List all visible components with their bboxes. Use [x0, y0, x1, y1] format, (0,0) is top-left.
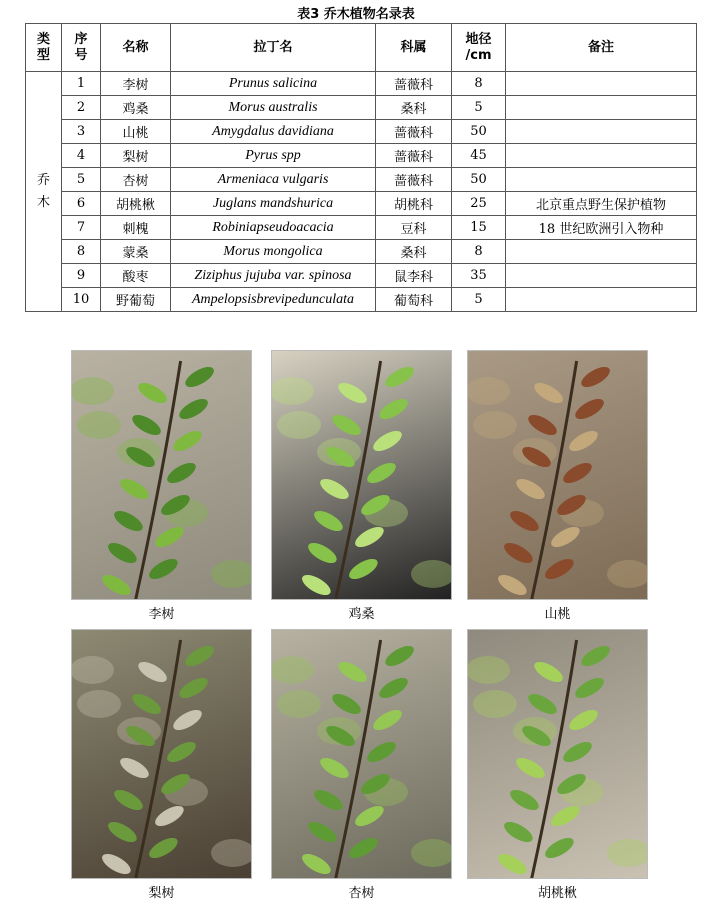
cell-note [506, 72, 697, 96]
photo-card [271, 350, 452, 620]
photo-card [467, 350, 648, 620]
leaf-shape [542, 834, 577, 862]
header-name: 名称 [101, 24, 171, 72]
leaf-shape [531, 379, 566, 407]
walnut-photo [467, 629, 648, 879]
pear-tree-photo [71, 629, 252, 879]
cell-note [506, 96, 697, 120]
cell-note: 北京重点野生保护植物 [506, 192, 697, 216]
leaf-shape [317, 475, 352, 503]
leaf-shape [382, 363, 417, 391]
leaf-shape [376, 674, 411, 702]
stone-shape [211, 839, 252, 867]
table-row [26, 120, 697, 144]
leaf-shape [346, 555, 381, 583]
photo-card [467, 629, 648, 899]
leaf-shape [578, 363, 613, 391]
cell-latin: Juglans mandshurica [171, 192, 376, 216]
leaf-shape [352, 802, 387, 830]
leaf-shape [176, 674, 211, 702]
mulberry-photo [271, 350, 452, 600]
table-row [26, 144, 697, 168]
leaf-shape [99, 850, 134, 878]
stone-shape [272, 377, 314, 405]
leaf-shape [525, 411, 560, 439]
photo-caption: 山桃 [544, 607, 571, 622]
type-cell: 乔 木 [26, 72, 62, 312]
leaf-shape [370, 706, 405, 734]
header-type: 类 型 [26, 24, 62, 72]
stone-shape [411, 839, 452, 867]
leaf-shape [501, 818, 536, 846]
leaf-shape [364, 459, 399, 487]
cell-family: 葡萄科 [376, 288, 452, 312]
leaf-shape [299, 571, 334, 599]
cell-family: 蔷薇科 [376, 120, 452, 144]
stone-shape [277, 411, 321, 439]
cell-name: 野葡萄 [101, 288, 171, 312]
leaf-shape [117, 475, 152, 503]
table-row [26, 240, 697, 264]
foliage-illustration [468, 351, 648, 600]
leaf-shape [513, 475, 548, 503]
foliage-illustration [272, 351, 452, 600]
leaf-shape [548, 802, 583, 830]
stone-shape [468, 656, 510, 684]
leaf-shape [305, 539, 340, 567]
leaf-shape [105, 818, 140, 846]
leaf-shape [182, 363, 217, 391]
cell-note [506, 264, 697, 288]
leaf-shape [164, 459, 199, 487]
cell-seq: 3 [62, 120, 101, 144]
cell-seq: 2 [62, 96, 101, 120]
cell-seq: 4 [62, 144, 101, 168]
leaf-shape [572, 674, 607, 702]
cell-note: 18 世纪欧洲引入物种 [506, 216, 697, 240]
cell-seq: 9 [62, 264, 101, 288]
leaf-shape [111, 507, 146, 535]
leaf-shape [317, 754, 352, 782]
stone-shape [411, 560, 452, 588]
photo-caption: 杏树 [348, 886, 375, 901]
cell-latin: Prunus salicina [171, 72, 376, 96]
cell-latin: Morus australis [171, 96, 376, 120]
photo-caption: 梨树 [148, 886, 175, 901]
stone-shape [72, 656, 114, 684]
header-seq: 序 号 [62, 24, 101, 72]
leaf-shape [495, 571, 530, 599]
photo-caption: 鸡桑 [348, 607, 375, 622]
leaf-shape [117, 754, 152, 782]
cell-seq: 10 [62, 288, 101, 312]
table-row [26, 72, 697, 96]
cell-name: 山桃 [101, 120, 171, 144]
cell-latin: Amygdalus davidiana [171, 120, 376, 144]
leaf-shape [176, 395, 211, 423]
header-note: 备注 [506, 24, 697, 72]
cell-note [506, 120, 697, 144]
stone-shape [72, 377, 114, 405]
stone-shape [77, 411, 121, 439]
cell-diameter: 35 [452, 264, 506, 288]
cell-diameter: 50 [452, 168, 506, 192]
table-row [26, 216, 697, 240]
header-diameter: 地径 /cm [452, 24, 506, 72]
table-header-row [26, 24, 697, 72]
leaf-shape [542, 555, 577, 583]
header-latin: 拉丁名 [171, 24, 376, 72]
wild-peach-photo [467, 350, 648, 600]
leaf-shape [364, 738, 399, 766]
foliage-illustration [72, 351, 252, 600]
leaf-shape [146, 834, 181, 862]
stone-shape [607, 839, 648, 867]
cell-name: 鸡桑 [101, 96, 171, 120]
table-row [26, 96, 697, 120]
cell-family: 蔷薇科 [376, 72, 452, 96]
cell-seq: 6 [62, 192, 101, 216]
leaf-shape [170, 706, 205, 734]
leaf-shape [311, 786, 346, 814]
leaf-shape [170, 427, 205, 455]
leaf-shape [566, 427, 601, 455]
cell-family: 桑科 [376, 240, 452, 264]
cell-name: 胡桃楸 [101, 192, 171, 216]
leaf-shape [182, 642, 217, 670]
cell-note [506, 144, 697, 168]
leaf-shape [578, 642, 613, 670]
cell-note [506, 240, 697, 264]
cell-diameter: 8 [452, 72, 506, 96]
leaf-shape [346, 834, 381, 862]
cell-family: 蔷薇科 [376, 168, 452, 192]
cell-note [506, 288, 697, 312]
cell-diameter: 8 [452, 240, 506, 264]
stone-shape [473, 411, 517, 439]
leaf-shape [329, 411, 364, 439]
cell-diameter: 45 [452, 144, 506, 168]
leaf-shape [299, 850, 334, 878]
cell-latin: Morus mongolica [171, 240, 376, 264]
leaf-shape [513, 754, 548, 782]
cell-family: 豆科 [376, 216, 452, 240]
table-row [26, 168, 697, 192]
leaf-shape [382, 642, 417, 670]
cell-note [506, 168, 697, 192]
leaf-shape [560, 738, 595, 766]
cell-latin: Ziziphus jujuba var. spinosa [171, 264, 376, 288]
cell-latin: Armeniaca vulgaris [171, 168, 376, 192]
leaf-shape [572, 395, 607, 423]
stone-shape [211, 560, 252, 588]
cell-latin: Pyrus spp [171, 144, 376, 168]
cell-diameter: 15 [452, 216, 506, 240]
leaf-shape [525, 690, 560, 718]
photo-caption: 胡桃楸 [537, 886, 577, 901]
cell-diameter: 5 [452, 288, 506, 312]
cell-name: 酸枣 [101, 264, 171, 288]
cell-seq: 7 [62, 216, 101, 240]
leaf-shape [152, 802, 187, 830]
photo-caption: 李树 [148, 607, 175, 622]
leaf-shape [531, 658, 566, 686]
apricot-tree-photo [271, 629, 452, 879]
leaf-shape [501, 539, 536, 567]
leaf-shape [566, 706, 601, 734]
cell-family: 蔷薇科 [376, 144, 452, 168]
leaf-shape [105, 539, 140, 567]
cell-name: 杏树 [101, 168, 171, 192]
stone-shape [77, 690, 121, 718]
cell-name: 蒙桑 [101, 240, 171, 264]
leaf-shape [352, 523, 387, 551]
leaf-shape [135, 658, 170, 686]
photo-card [271, 629, 452, 899]
stone-shape [272, 656, 314, 684]
leaf-shape [164, 738, 199, 766]
leaf-shape [99, 571, 134, 599]
leaf-shape [560, 459, 595, 487]
plum-tree-photo [71, 350, 252, 600]
leaf-shape [507, 786, 542, 814]
cell-family: 桑科 [376, 96, 452, 120]
cell-name: 李树 [101, 72, 171, 96]
stone-shape [473, 690, 517, 718]
leaf-shape [135, 379, 170, 407]
stone-shape [607, 560, 648, 588]
photo-card [71, 629, 252, 899]
leaf-shape [548, 523, 583, 551]
cell-diameter: 50 [452, 120, 506, 144]
cell-name: 梨树 [101, 144, 171, 168]
cell-diameter: 5 [452, 96, 506, 120]
leaf-shape [495, 850, 530, 878]
foliage-illustration [72, 630, 252, 879]
cell-seq: 8 [62, 240, 101, 264]
leaf-shape [376, 395, 411, 423]
cell-seq: 1 [62, 72, 101, 96]
stone-shape [277, 690, 321, 718]
leaf-shape [305, 818, 340, 846]
cell-family: 胡桃科 [376, 192, 452, 216]
foliage-illustration [468, 630, 648, 879]
leaf-shape [111, 786, 146, 814]
header-family: 科属 [376, 24, 452, 72]
leaf-shape [335, 658, 370, 686]
cell-diameter: 25 [452, 192, 506, 216]
leaf-shape [335, 379, 370, 407]
table-title: 表3 乔木植物名录表 [297, 7, 415, 22]
leaf-shape [311, 507, 346, 535]
cell-latin: Ampelopsisbrevipedunculata [171, 288, 376, 312]
cell-name: 刺槐 [101, 216, 171, 240]
cell-seq: 5 [62, 168, 101, 192]
leaf-shape [507, 507, 542, 535]
leaf-shape [370, 427, 405, 455]
cell-latin: Robiniapseudoacacia [171, 216, 376, 240]
stone-shape [468, 377, 510, 405]
cell-family: 鼠李科 [376, 264, 452, 288]
leaf-shape [129, 690, 164, 718]
foliage-illustration [272, 630, 452, 879]
leaf-shape [152, 523, 187, 551]
table-row [26, 264, 697, 288]
photo-card [71, 350, 252, 620]
leaf-shape [129, 411, 164, 439]
leaf-shape [146, 555, 181, 583]
table-row [26, 288, 697, 312]
plant-list-table [25, 23, 697, 312]
leaf-shape [329, 690, 364, 718]
table-row [26, 192, 697, 216]
